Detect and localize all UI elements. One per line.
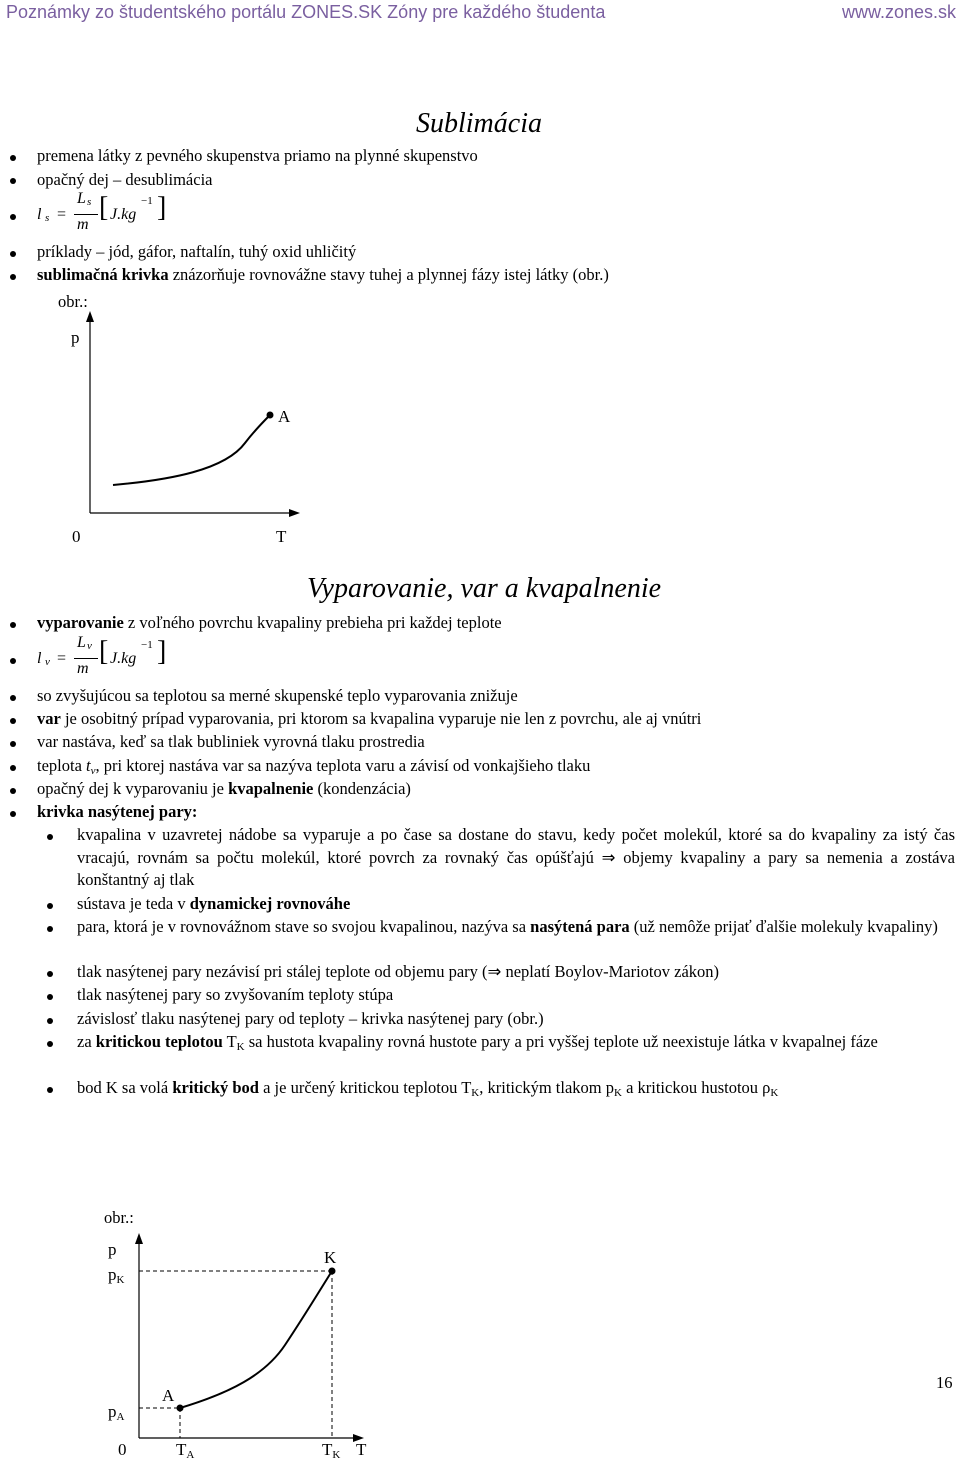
point-k-label: K [324,1248,337,1267]
pa-label: pA [108,1402,125,1423]
point-a-label: A [278,407,291,426]
text-line: sústava je teda v dynamickej rovnováhe [77,894,351,913]
paragraph: para, ktorá je v rovnovážnom stave so svojou kvapalinou, nazýva sa nasýtená para (už nemôže prijať ďalšie molekuly kvapaliny) [77,917,938,936]
text-line: var nastáva, keď sa tlak bubliniek vyrovná tlaku prostredia [37,732,425,751]
text-line: tlak nasýtenej pary so zvyšovaním teploty stúpa [77,985,394,1004]
text-line: vyparovanie z voľného povrchu kvapaliny prebieha pri každej teplote [37,613,502,632]
bullet [10,251,16,257]
y-axis-label: p [108,1240,117,1259]
bullet [10,178,16,184]
text-line: sublimačná krivka znázorňuje rovnovážne stavy tuhej a plynnej fázy istej látky (obr.) [37,265,609,284]
origin-label: 0 [118,1440,127,1459]
bullet [10,622,16,628]
text-line: so zvyšujúcou sa teplotou sa merné skupenské teplo vyparovania znižuje [37,686,518,705]
figure-caption: obr.: [104,1208,134,1227]
ta-label: TA [176,1440,195,1460]
text-line: opačný dej – desublimácia [37,170,213,189]
bullet [10,155,16,161]
sublimation-curve-figure [60,305,320,550]
origin-label: 0 [72,527,81,546]
fraction-bar [74,658,98,659]
header-title: Poznámky zo študentského portálu ZONES.SK Zóny pre každého študenta [6,2,606,22]
x-axis-arrow [289,509,300,517]
y-axis-arrow [86,311,94,322]
bullet [10,765,16,771]
bullet [10,214,16,220]
section-title-vyparovanie: Vyparovanie, var a kvapalnenie [307,573,662,604]
y-axis-arrow [135,1233,143,1244]
sub-bullet [47,926,53,932]
y-axis-label: p [71,328,80,347]
x-axis-label: T [356,1440,367,1459]
paragraph: za kritickou teplotou $T_K$ sa hustota kvapaliny rovná hustote pary a pri vyššej teplote už neexistuje látka v kvapalnej fáze [77,1032,878,1053]
header-url: www.zones.sk [841,2,956,22]
sub-bullet [47,1041,53,1047]
text-line: bod K sa volá kritický bod a je určený kritickou teplotou $T_K$, kritickým tlakom $p_K$ a kritickou hustotou $\rho_K$ [77,1078,779,1099]
text-line: premena látky z pevného skupenstva priamo na plynné skupenstvo [37,146,478,165]
bullet [10,811,16,817]
sub-bullet [47,971,53,977]
bullet [10,695,16,701]
text-line: krivka nasýtenej pary: [37,802,198,821]
bullet [10,741,16,747]
page-header [0,0,960,26]
text-line: teplota $t_v$, pri ktorej nastáva var sa nazýva teplota varu a závisí od vonkajšieho tlaku [37,756,591,777]
text-line: var je osobitný prípad vyparovania, pri ktorom sa kvapalina vyparuje nie len z povrchu, ale aj vnútri [37,709,702,728]
point-a [177,1405,184,1412]
sub-bullet [47,1018,53,1024]
bullet [10,658,16,664]
figure-caption: obr.: [58,292,88,311]
sub-bullet [47,903,53,909]
bullet [10,788,16,794]
text-line: príklady – jód, gáfor, naftalín, tuhý oxid uhličitý [37,242,357,261]
sub-bullet [47,1087,53,1093]
bullet [10,718,16,724]
point-a [267,412,274,419]
vapor-pressure-curve-figure [100,1225,390,1460]
bullet [10,274,16,280]
paragraph: kvapalina v uzavretej nádobe sa vyparuje a po čase sa dostane do stavu, kedy počet molekúl, ktoré sa do kvapaliny za istý čas vracajú, rovnám sa počtu molekúl, ktoré povrch za rovnaký čas opúšťajú ⇒ objemy kvapaliny a pary sa nemenia a zostáva konštantný aj tlak [77,825,955,889]
section-title-sublimacia: Sublimácia [416,108,542,139]
fraction-bar [74,214,98,215]
sub-bullet [47,994,53,1000]
sublimation-curve [113,415,270,485]
text-line: tlak nasýtenej pary nezávisí pri stálej teplote od objemu pary (⇒ neplatí Boylov-Mariotov zákon) [77,962,720,981]
pk-label: pK [108,1265,125,1286]
x-axis-label: T [276,527,287,546]
point-k [329,1268,336,1275]
page-number: 16 [936,1373,953,1392]
point-a-label: A [162,1386,175,1405]
text-line: opačný dej k vyparovaniu je kvapalnenie (kondenzácia) [37,779,411,798]
formula-vaporization-heat: l v = L v m [ J.kg −1 ] [37,634,167,677]
saturated-vapor-curve [180,1271,332,1408]
text-line: závislosť tlaku nasýtenej pary od teploty – krivka nasýtenej pary (obr.) [77,1009,544,1028]
formula-sublimation-heat: l s = L s m [ J.kg −1 ] [37,190,167,233]
tk-label: TK [322,1440,341,1460]
sub-bullet [47,834,53,840]
